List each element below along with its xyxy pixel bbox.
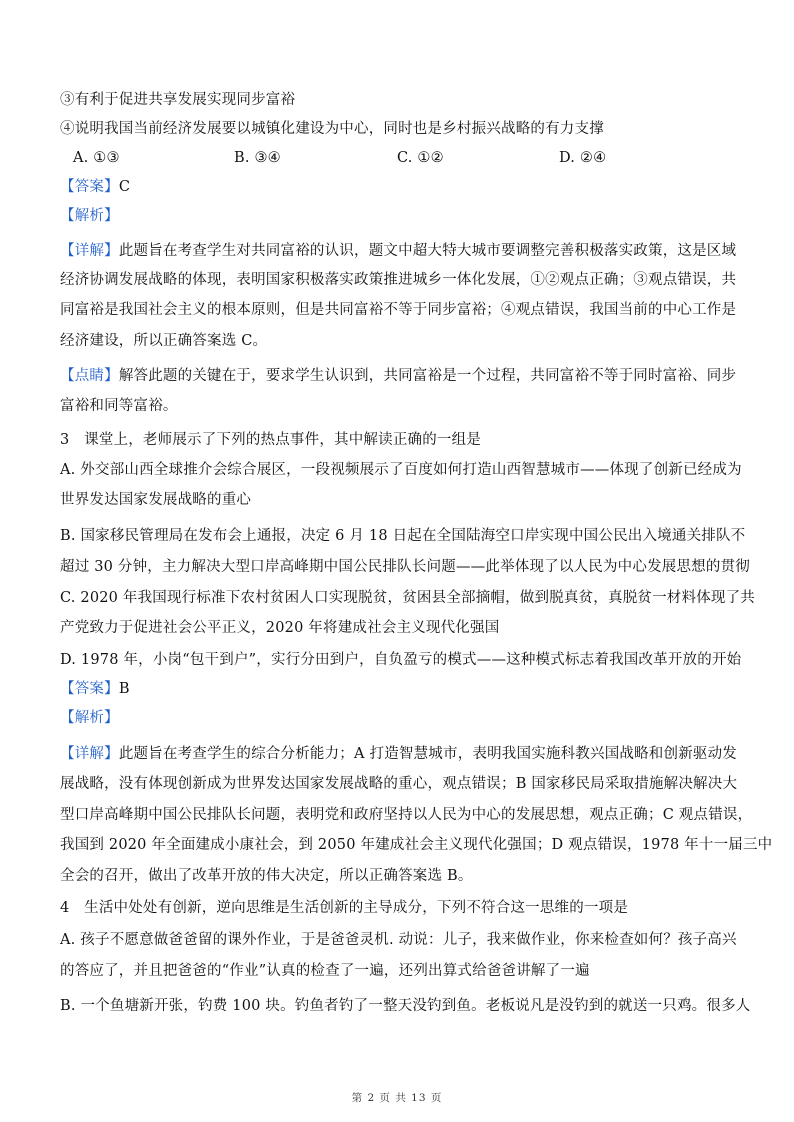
q2-option-b: B. ③④ bbox=[234, 150, 281, 166]
q2-detail-line-4: 经济建设，所以正确答案选 C。 bbox=[60, 333, 268, 349]
q2-option-a: A. ①③ bbox=[73, 150, 120, 166]
q3-analysis-tag: 【解析】 bbox=[60, 710, 119, 726]
q3-stem: 3 课堂上，老师展示了下列的热点事件，其中解读正确的一组是 bbox=[60, 432, 482, 448]
detail-tag: 【详解】 bbox=[60, 746, 119, 762]
q3-detail-line-4: 我国到 2020 年全面建成小康社会，到 2050 年建成社会主义现代化强国；D 观点错误，1978 年十一届三中 bbox=[60, 837, 773, 853]
answer-tag: 【答案】 bbox=[60, 179, 119, 195]
q4-option-line-3: B. 一个鱼塘新开张，钓费 100 块。钓鱼者钓了一整天没钓到鱼。老板说凡是没钓到的就送一只鸡。很多人 bbox=[60, 998, 751, 1014]
q3-detail-line-1: 【详解】此题旨在考查学生的综合分析能力；A 打造智慧城市，表明我国实施科教兴国战略和创新驱动发 bbox=[60, 746, 737, 762]
q2-item-4: ④说明我国当前经济发展要以城镇化建设为中心，同时也是乡村振兴战略的有力支撑 bbox=[60, 121, 604, 137]
q3-answer-line bbox=[60, 679, 130, 699]
answer-value: C bbox=[118, 179, 131, 195]
q2-item-3: ③有利于促进共享发展实现同步富裕 bbox=[60, 92, 296, 108]
q3-option-line-7: D. 1978 年，小岗“包干到户”，实行分田到户，自负盈亏的模式——这种模式标志着我国改革开放的开始 bbox=[60, 652, 742, 668]
q3-option-line-2: 世界发达国家发展战略的重心 bbox=[60, 492, 252, 508]
q2-detail-line-1: 【详解】此题旨在考查学生对共同富裕的认识，题文中超大特大城市要调整完善积极落实政策，这是区域 bbox=[60, 243, 737, 259]
q3-option-line-6: 产党致力于促进社会公平正义，2020 年将建成社会主义现代化强国 bbox=[60, 620, 500, 636]
q2-analysis-tag: 【解析】 bbox=[60, 208, 119, 224]
q3-option-line-1: A. 外交部山西全球推介会综合展区，一段视频展示了百度如何打造山西智慧城市——体现了创新已经成为 bbox=[60, 462, 742, 478]
q3-option-line-5: C. 2020 年我国现行标准下农村贫困人口实现脱贫，贫困县全部摘帽，做到脱真贫，真脱贫一材料体现了共 bbox=[60, 590, 756, 606]
q4-option-line-2: 的答应了，并且把爸爸的“作业”认真的检查了一遍，还列出算式给爸爸讲解了一遍 bbox=[60, 963, 590, 979]
q3-detail-line-2: 展战略，没有体现创新成为世界发达国家发展战略的重心，观点错误；B 国家移民局采取措施解决解决大 bbox=[60, 776, 738, 792]
q4-stem: 4 生活中处处有创新，逆向思维是生活创新的主导成分，下列不符合这一思维的一项是 bbox=[60, 900, 629, 916]
q3-option-line-4: 超过 30 分钟，主力解决大型口岸高峰期中国公民排队长问题——此举体现了以人民为中心发展思想的贯彻 bbox=[60, 559, 750, 575]
q2-option-c: C. ①② bbox=[397, 150, 444, 166]
q3-option-line-3: B. 国家移民管理局在发布会上通报，决定 6 月 18 日起在全国陆海空口岸实现中国公民出入境通关排队不 bbox=[60, 528, 746, 544]
q2-answer-line bbox=[60, 177, 130, 197]
answer-value: B bbox=[118, 681, 130, 697]
answer-tag: 【答案】 bbox=[60, 681, 119, 697]
detail-tag: 【详解】 bbox=[60, 243, 119, 259]
q2-detail-line-2: 经济协调发展战略的体现，表明国家积极落实政策推进城乡一体化发展，①②观点正确；③观点错误，共 bbox=[60, 272, 737, 288]
q2-option-d: D. ②④ bbox=[559, 150, 607, 166]
page-number-footer: 第 2 页 共 13 页 bbox=[351, 1092, 443, 1104]
q2-point-line-2: 富裕和同等富裕。 bbox=[60, 398, 178, 414]
q3-detail-line-3: 型口岸高峰期中国公民排队长问题，表明党和政府坚持以人民为中心的发展思想，观点正确；C 观点错误， bbox=[60, 807, 753, 823]
point-tag: 【点睛】 bbox=[60, 368, 119, 384]
q3-detail-line-5: 全会的召开，做出了改革开放的伟大决定，所以正确答案选 B。 bbox=[60, 868, 473, 884]
q2-point-line-1: 【点睛】解答此题的关键在于，要求学生认识到，共同富裕是一个过程，共同富裕不等于同时富裕、同步 bbox=[60, 368, 737, 384]
q4-option-line-1: A. 孩子不愿意做爸爸留的课外作业，于是爸爸灵机. 动说：儿子，我来做作业，你来检查如何？孩子高兴 bbox=[60, 932, 737, 948]
q2-detail-line-3: 同富裕是我国社会主义的根本原则，但是共同富裕不等于同步富裕；④观点错误，我国当前的中心工作是 bbox=[60, 302, 737, 318]
